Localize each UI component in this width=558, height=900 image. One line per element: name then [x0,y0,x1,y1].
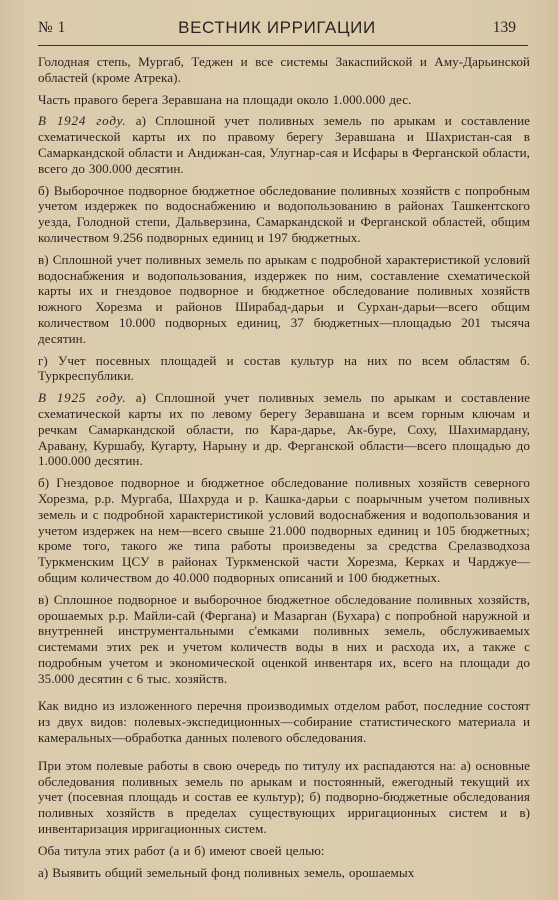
issue-number: № 1 [38,19,66,36]
paragraph: г) Учет посевных площадей и состав культур на них по всем областям б. Туркреспублики. [38,352,530,384]
paragraph: Голодная степь, Мургаб, Теджен и все системы Закаспийской и Аму-Дарьинской областей (кроме Атрека). [38,54,530,85]
year-heading: В 1925 году. [38,390,127,406]
paragraph: Часть правого берега Зеравшана на площади около 1.000.000 дес. [38,91,412,107]
paragraph-text: а) Сплошной учет поливных земель по арыкам и составление схематической карты их по левому берегу Зеравшана и всем горным ключам и речкам Самаркандской области, по Кара-дарье, Ак-буре, Соху, Шахимардану, Аравану, Куршабу, Кугарту, Нарыну и др. Ферганской области—всего площадью до 1.000.000 десятин. [38,390,531,469]
header-rule [38,45,528,46]
paragraph: При этом полевые работы в свою очередь по титулу их распадаются на: а) основные обследования поливных земель по арыкам и постоянный, ежегодный текущий их учет (посевная площадь и состав ее культур); б) подворно-бюджетные обследования поливных хозяйств в пределах существующих ирригационных систем и в) инвентаризация ирригационных систем. [38,757,530,837]
paragraph: б) Гнездовое подворное и бюджетное обследование поливных хозяйств северного Хорезма, р.р. Мургаба, Шахруда и р. Кашка-дарьи с поарычным учетом поливных земель и с подробной характеристикой условий водоснабжения и водопользования и учетом издержек на нем—всего свыше 21.000 подворных единиц и 105 бюджетных; кроме того, такого же типа работы произведены за средства Срелазводхоза Туркменским ЦСУ в районах Туркменской части Хорезма, Керках и Чарджуе—общим количеством до 40.000 подворных описаний и 100 бюджетных. [38,475,530,585]
paragraph: Оба титула этих работ (а и б) имеют своей целью: [38,842,325,858]
year-heading: В 1924 году. [38,113,127,129]
paragraph: в) Сплошной учет поливных земель по арыкам с подробной характеристикой условий водоснабжения и водопользования, издержек по ним, составление схематической карты их и гнездовое подворное и бюджетное обследование поливных хозяйств южного Хорезма и районов Ширабад-дарьи и Сурхан-дарьи—всего общим количеством 10.000 подворных единиц, 37 бюджетных—площадью 201 тысяча десятин. [38,251,530,346]
paragraph: Как видно из изложенного перечня производимых отделом работ, последние состоят из двух видов: полевых-экспедиционных—собирание статистического материала и камеральных—обработка данных полевого обследования. [38,698,530,746]
paragraph-text: а) Сплошной учет поливных земель по арыкам и составление схематической карты их по правому берегу Зеравшана и Шахристан-сая в Самаркандской области и Андижан-сая, Улугнар-сая и Исфары в Ферганской области, всего до 300.000 десятин. [38,113,531,176]
paragraph: а) Выявить общий земельный фонд поливных земель, орошаемых [38,864,415,880]
journal-title: ВЕСТНИК ИРРИГАЦИИ [178,18,376,37]
page-header [38,18,516,42]
paragraph: б) Выборочное подворное бюджетное обследование поливных хозяйств с попробным учетом издержек по водоснабжению и водопользованию в районах Ташкентского уезда, Голодной степи, Дальверзина, Самаркандской и Ферганской областей, общим количеством 9.256 подворных единиц и 197 бюджетных. [38,182,530,245]
paragraph [38,113,530,176]
article-body [38,54,531,880]
paragraph [38,390,530,469]
paragraph: в) Сплошное подворное и выборочное бюджетное обследование поливных хозяйств, орошаемых р.р. Майли-сай (Фергана) и Мазарган (Бухара) с попробной наружной и внутренней инструментальными с'емками поливных земель, обслуживаемых системами этих рек и учетом количеств воды в них и расхода их, а также с подробным учетом и экономической оценкой инвентаря их, всего на площади до 35.000 десятин с 6 тыс. хозяйств. [38,591,530,686]
page-number: 139 [492,19,516,36]
